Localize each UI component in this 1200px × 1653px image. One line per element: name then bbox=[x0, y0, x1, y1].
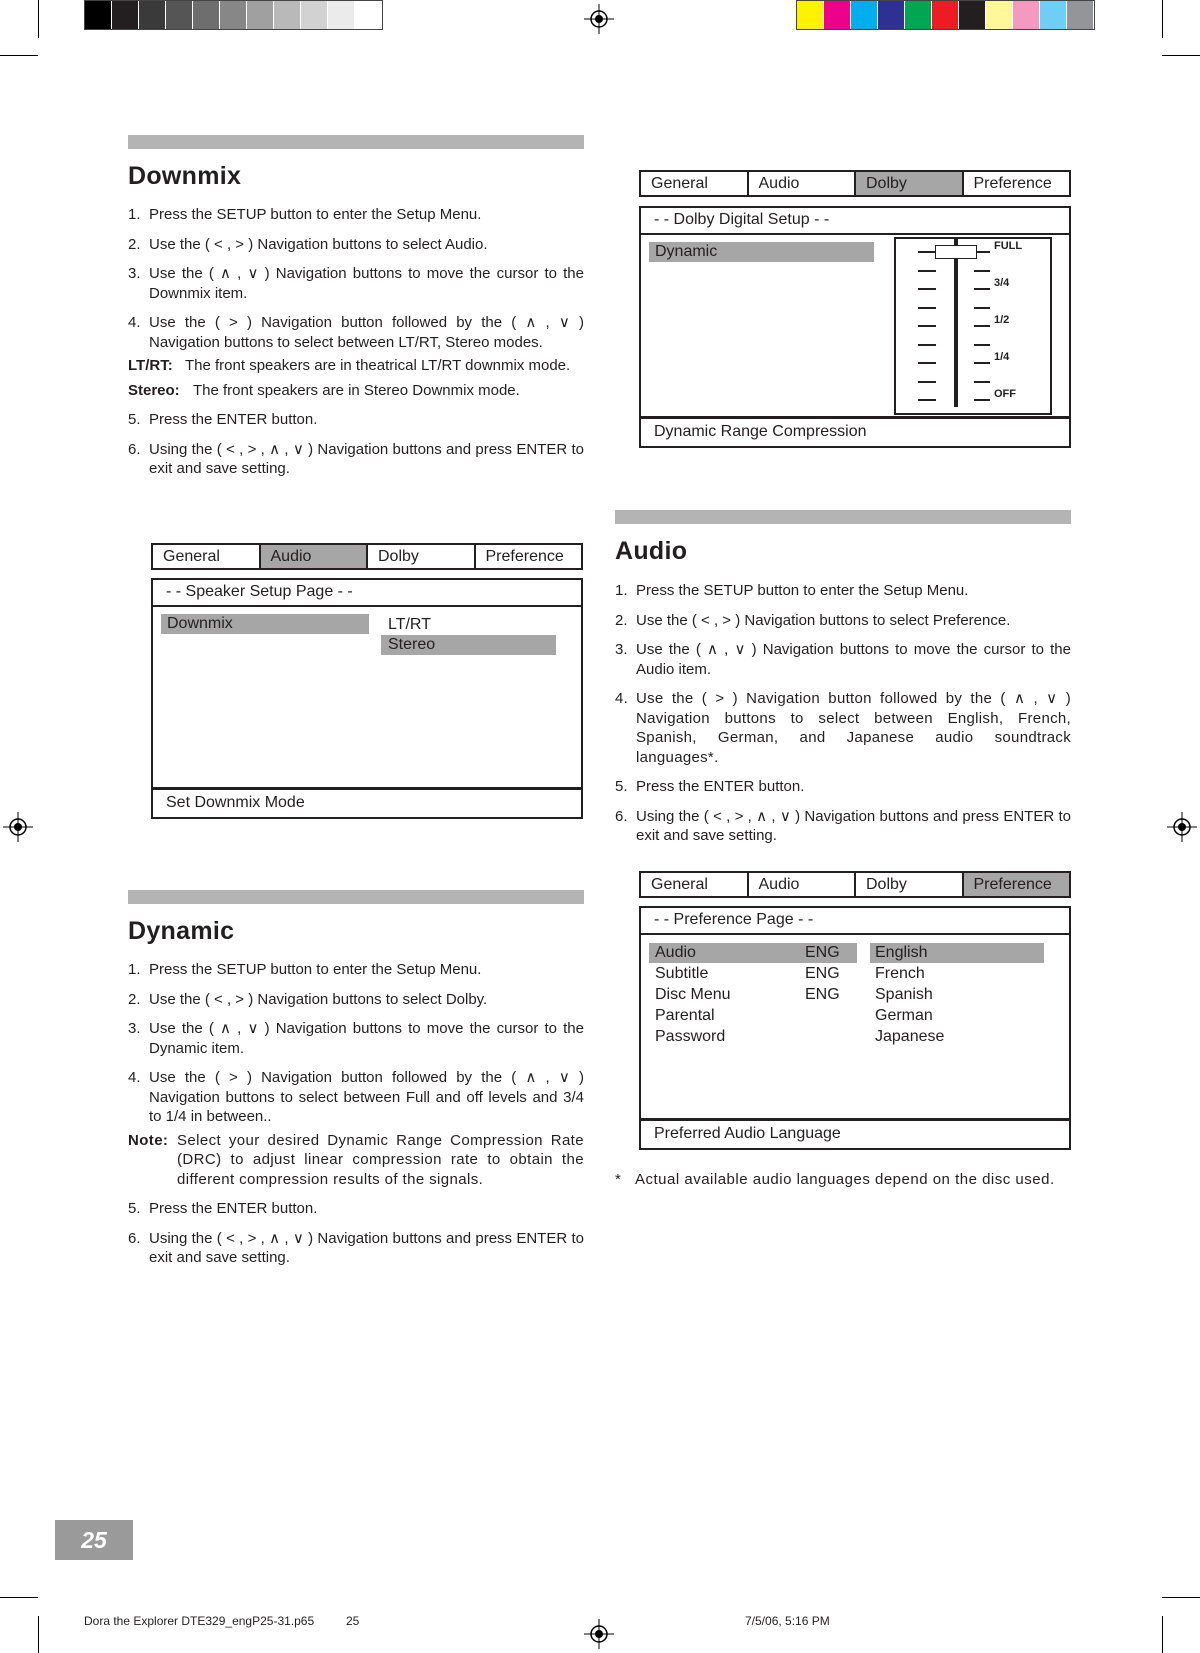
step: 5. Press the ENTER button. bbox=[128, 411, 318, 428]
section-rule bbox=[128, 135, 584, 149]
color-swatch bbox=[1040, 1, 1067, 29]
menu-footer: Preferred Audio Language bbox=[641, 1118, 1069, 1148]
step: 3. Use the ( ∧ , ∨ ) Navigation buttons to move the cursor to the Downmix item. bbox=[128, 265, 584, 302]
section-rule bbox=[128, 890, 584, 904]
gray-swatch bbox=[166, 1, 193, 29]
downmix-steps-after bbox=[128, 410, 584, 479]
gray-swatch bbox=[247, 1, 274, 29]
step: 5. Press the ENTER button. bbox=[128, 1200, 318, 1217]
color-swatch bbox=[1067, 1, 1094, 29]
tab-general[interactable]: General bbox=[651, 175, 708, 192]
menu-value: ENG bbox=[805, 965, 840, 982]
dynamic-note: Note: Select your desired Dynamic Range Compression Rate (DRC) to adjust linear compression rate to obtain the different compression results of the signals. bbox=[128, 1131, 584, 1188]
slider-tick bbox=[918, 362, 936, 364]
level-1-2-label: 1/2 bbox=[994, 314, 1010, 326]
tab-audio[interactable]: Audio bbox=[747, 172, 855, 195]
option-german[interactable]: German bbox=[875, 1007, 933, 1024]
dynamic-instructions bbox=[128, 960, 584, 1278]
footer-filename: Dora the Explorer DTE329_engP25-31.p65 bbox=[84, 1614, 315, 1628]
registration-target-icon bbox=[1167, 812, 1197, 842]
dolby-menu-panel bbox=[639, 206, 1071, 448]
step: 4. Use the ( > ) Navigation button followed by the ( ∧ , ∨ ) Navigation buttons to select between English, French, Spanish, German, and Japanese audio soundtrack languages*. bbox=[615, 690, 1071, 766]
tab-audio[interactable]: Audio bbox=[259, 545, 367, 568]
drc-level-slider[interactable] bbox=[894, 237, 1052, 415]
tab-general[interactable]: General bbox=[163, 548, 220, 565]
menu-item-subtitle[interactable]: Subtitle bbox=[655, 965, 709, 982]
slider-tick bbox=[974, 344, 990, 346]
gray-swatch bbox=[193, 1, 220, 29]
option-english[interactable]: English bbox=[875, 944, 928, 961]
dynamic-steps bbox=[128, 960, 584, 1127]
slider-track bbox=[954, 239, 958, 407]
downmix-heading: Downmix bbox=[128, 162, 242, 190]
tab-dolby[interactable]: Dolby bbox=[854, 873, 962, 896]
tab-preference[interactable]: Preference bbox=[962, 172, 1070, 195]
dolby-menu-tabs bbox=[639, 170, 1071, 197]
menu-item-dynamic[interactable]: Dynamic bbox=[655, 243, 718, 260]
audio-footnote: * Actual available audio languages depend on the disc used. bbox=[615, 1171, 1055, 1188]
color-swatch bbox=[986, 1, 1013, 29]
slider-tick bbox=[918, 399, 936, 401]
step: 6. Using the ( < , > , ∧ , ∨ ) Navigation buttons and press ENTER to exit and save setting. bbox=[128, 1229, 584, 1266]
step: 1. Press the SETUP button to enter the Setup Menu. bbox=[615, 582, 969, 599]
menu-item-parental[interactable]: Parental bbox=[655, 1007, 715, 1024]
footer-page: 25 bbox=[346, 1614, 360, 1628]
color-swatch bbox=[824, 1, 851, 29]
menu-item-disc-menu[interactable]: Disc Menu bbox=[655, 986, 731, 1003]
audio-steps bbox=[615, 581, 1071, 846]
color-swatch bbox=[932, 1, 959, 29]
tab-preference[interactable]: Preference bbox=[962, 873, 1070, 896]
gray-swatch bbox=[220, 1, 247, 29]
step: 2. Use the ( < , > ) Navigation buttons to select Dolby. bbox=[128, 990, 488, 1008]
step: 2. Use the ( < , > ) Navigation buttons to select Preference. bbox=[615, 611, 1011, 629]
step: 2. Use the ( < , > ) Navigation buttons to select Audio. bbox=[128, 235, 488, 253]
downmix-menu-tabs bbox=[151, 543, 583, 570]
audio-heading: Audio bbox=[615, 537, 688, 565]
step: 3. Use the ( ∧ , ∨ ) Navigation buttons to move the cursor to the Audio item. bbox=[615, 641, 1071, 678]
menu-item-password[interactable]: Password bbox=[655, 1028, 726, 1045]
color-swatch bbox=[851, 1, 878, 29]
menu-footer: Set Downmix Mode bbox=[153, 787, 581, 817]
dynamic-heading: Dynamic bbox=[128, 917, 235, 945]
slider-tick bbox=[918, 270, 936, 272]
menu-item-audio[interactable]: Audio bbox=[655, 944, 696, 961]
slider-tick bbox=[974, 270, 990, 272]
step: 6. Using the ( < , > , ∧ , ∨ ) Navigation buttons and press ENTER to exit and save setting. bbox=[128, 440, 584, 477]
definition-stereo: Stereo: The front speakers are in Stereo Downmix mode. bbox=[128, 381, 520, 399]
level-off-label: OFF bbox=[994, 388, 1016, 400]
tab-general[interactable]: General bbox=[651, 876, 708, 893]
color-swatch bbox=[1013, 1, 1040, 29]
level-full-label: FULL bbox=[994, 240, 1023, 252]
gray-color-bar bbox=[84, 0, 383, 30]
slider-tick bbox=[918, 288, 936, 290]
slider-tick bbox=[918, 251, 936, 253]
slider-tick bbox=[918, 344, 936, 346]
preference-menu-tabs bbox=[639, 871, 1071, 898]
slider-tick bbox=[918, 325, 936, 327]
option-french[interactable]: French bbox=[875, 965, 925, 982]
step: 1. Press the SETUP button to enter the Setup Menu. bbox=[128, 206, 482, 223]
gray-swatch bbox=[355, 1, 382, 29]
step: 4. Use the ( > ) Navigation button followed by the ( ∧ , ∨ ) Navigation buttons to select between Full and off levels and 3/4 to 1/4 in between.. bbox=[128, 1069, 584, 1125]
tab-audio[interactable]: Audio bbox=[747, 873, 855, 896]
tab-preference[interactable]: Preference bbox=[474, 545, 582, 568]
page-number: 25 bbox=[55, 1520, 133, 1560]
slider-thumb[interactable] bbox=[935, 245, 977, 259]
slider-tick bbox=[974, 325, 990, 327]
color-swatch bbox=[797, 1, 824, 29]
dynamic-steps-after bbox=[128, 1199, 584, 1268]
page-title: - - Speaker Setup Page - - bbox=[153, 580, 581, 607]
tab-dolby[interactable]: Dolby bbox=[366, 545, 474, 568]
slider-tick bbox=[974, 362, 990, 364]
gray-swatch bbox=[328, 1, 355, 29]
step: 3. Use the ( ∧ , ∨ ) Navigation buttons to move the cursor to the Dynamic item. bbox=[128, 1020, 584, 1057]
slider-tick bbox=[974, 307, 990, 309]
registration-target-icon bbox=[3, 812, 33, 842]
menu-footer: Dynamic Range Compression bbox=[641, 416, 1069, 446]
step: 6. Using the ( < , > , ∧ , ∨ ) Navigation buttons and press ENTER to exit and save setting. bbox=[615, 807, 1071, 844]
gray-swatch bbox=[139, 1, 166, 29]
audio-instructions bbox=[615, 581, 1071, 856]
registration-target-icon bbox=[584, 4, 614, 34]
option-stereo[interactable]: Stereo bbox=[388, 636, 436, 653]
gray-swatch bbox=[301, 1, 328, 29]
downmix-menu-panel bbox=[151, 578, 583, 819]
slider-tick bbox=[918, 307, 936, 309]
slider-tick bbox=[974, 381, 990, 383]
color-swatch bbox=[878, 1, 905, 29]
level-1-4-label: 1/4 bbox=[994, 351, 1010, 363]
registration-target-icon bbox=[584, 1619, 614, 1649]
menu-item-downmix[interactable]: Downmix bbox=[167, 615, 233, 632]
option-japanese[interactable]: Japanese bbox=[875, 1028, 945, 1045]
step: 5. Press the ENTER button. bbox=[615, 778, 805, 795]
option-spanish[interactable]: Spanish bbox=[875, 986, 933, 1003]
color-swatch bbox=[959, 1, 986, 29]
preference-menu-panel bbox=[639, 906, 1071, 1150]
option-ltrt[interactable]: LT/RT bbox=[388, 616, 431, 633]
slider-tick bbox=[918, 381, 936, 383]
color-bar bbox=[796, 0, 1095, 30]
gray-swatch bbox=[85, 1, 112, 29]
section-rule bbox=[615, 510, 1071, 524]
downmix-instructions bbox=[128, 205, 584, 489]
page-title: - - Preference Page - - bbox=[641, 908, 1069, 935]
footer-date: 7/5/06, 5:16 PM bbox=[745, 1614, 830, 1628]
menu-value: ENG bbox=[805, 986, 840, 1003]
downmix-steps bbox=[128, 205, 584, 352]
slider-tick bbox=[974, 288, 990, 290]
step: 1. Press the SETUP button to enter the Setup Menu. bbox=[128, 961, 482, 978]
definition-ltrt: LT/RT: The front speakers are in theatrical LT/RT downmix mode. bbox=[128, 357, 571, 374]
color-swatch bbox=[905, 1, 932, 29]
tab-dolby[interactable]: Dolby bbox=[854, 172, 962, 195]
page-title: - - Dolby Digital Setup - - bbox=[641, 208, 1069, 235]
slider-tick bbox=[974, 399, 990, 401]
level-3-4-label: 3/4 bbox=[994, 277, 1010, 289]
menu-value: ENG bbox=[805, 944, 840, 961]
gray-swatch bbox=[112, 1, 139, 29]
gray-swatch bbox=[274, 1, 301, 29]
step: 4. Use the ( > ) Navigation button followed by the ( ∧ , ∨ ) Navigation buttons to select between LT/RT, Stereo modes. bbox=[128, 314, 584, 351]
